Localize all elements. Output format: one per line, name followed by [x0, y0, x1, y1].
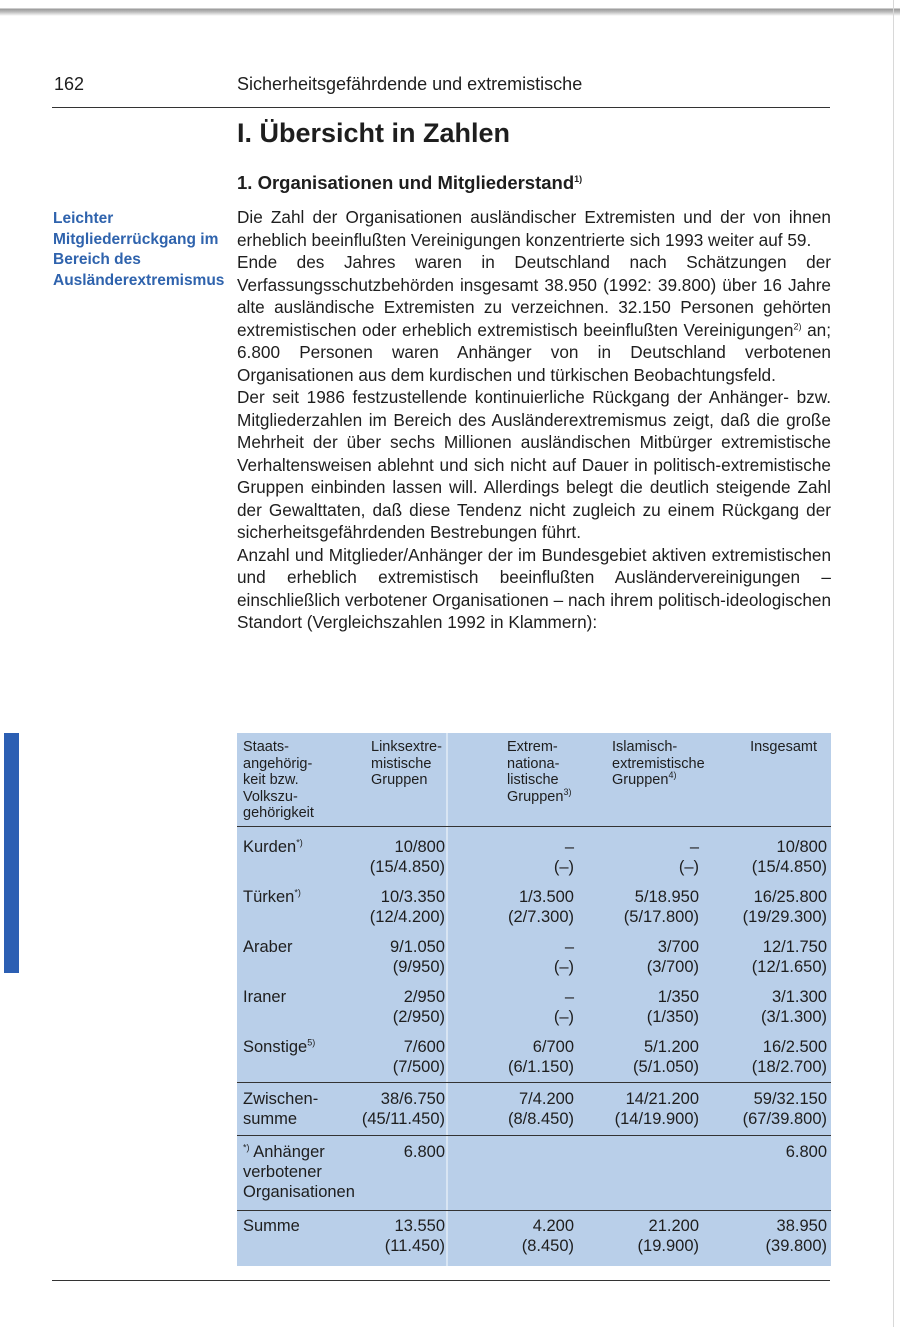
header-total: Insgesamt [750, 739, 817, 755]
row-label: Summe [243, 1217, 300, 1235]
sub-heading-text: 1. Organisationen und Mitgliederstand [237, 172, 575, 193]
paragraph: Anzahl und Mitglieder/Anhänger der im Bundesgebiet aktiven extremistischen und erheblich extremistisch beeinflußten Ausländervereinigungen – einschließlich verbotener Organisationen – nach ihrem politisch-ideologischen Standort (Vergleichszahlen 1992 in Klammern): [237, 544, 831, 632]
value-nationalist: 6/700 (6/1.150) [507, 1038, 574, 1076]
paragraph: Der seit 1986 festzustellende kontinuierliche Rückgang der Anhänger- bzw. Mitgliederzahlen im Bereich des Ausländerextremismus zeigt, daß die große Mehrheit der über sechs Millionen ausländischen Mitbürger extremistische Verhaltensweisen ablehnt und sich nicht auf Dauer in politisch-extremistische Gruppen einbinden lassen will. Allerdings belegt die deutlich steigende Zahl der Gewalttaten, daß diese Tendenz nicht zugleich zu einem Rückgang der sicherheitsgefährdenden Bestrebungen führt. [237, 387, 831, 542]
value-left: 7/600 (7/500) [392, 1038, 445, 1076]
value-left: 10/800 (15/4.850) [369, 838, 445, 876]
value-total: 12/1.750 (12/1.650) [751, 938, 827, 976]
paragraph: Die Zahl der Organisationen ausländischer Extremisten und der von ihnen erheblich beeinflußten Vereinigungen konzentrierte sich 1993 weiter auf 59. [237, 207, 831, 250]
row-label: Iraner [243, 988, 287, 1006]
footer-rule [52, 1280, 830, 1281]
value-total: 59/32.150 (67/39.800) [742, 1090, 827, 1128]
value-total: 16/2.500 (18/2.700) [751, 1038, 827, 1076]
paragraph-text: Ende des Jahres waren in Deutschland nach Schätzungen der Verfassungsschutzbehörden insgesamt 38.950 (1992: 39.800) über 16 Jahre alte ausländische Extremisten zu verzeichnen. 32.150 Personen gehörten extremistischen oder erheblich extremistisch beeinflußten Vereinigungen [237, 252, 831, 340]
value-islamist: 3/700 (3/700) [646, 938, 699, 976]
table-rule [237, 826, 831, 827]
value-islamist: 1/350 (1/350) [646, 988, 699, 1026]
side-marker-bar [4, 733, 19, 973]
value-nationalist: 7/4.200 (8/8.450) [507, 1090, 574, 1128]
header-islamist: Islamisch- extremistische Gruppen$^{4)}$ [612, 739, 705, 788]
row-label: *) Anhänger verbotener Organisationen [243, 1142, 355, 1201]
statistics-table [237, 733, 831, 1266]
row-label: Türken*) [243, 887, 301, 906]
footnote-marker: 1) [574, 173, 583, 184]
value-islamist: 21.200 (19.900) [637, 1217, 699, 1255]
value-islamist: 5/18.950 (5/17.800) [623, 888, 699, 926]
value-total: 16/25.800 (19/29.300) [742, 888, 827, 926]
main-heading: I. Übersicht in Zahlen [237, 118, 511, 148]
value-left: 2/950 (2/950) [392, 988, 445, 1026]
header-nationality: Staats- angehörig- keit bzw. Volkszu- gehörigkeit [243, 739, 314, 821]
value-nationalist: – (–) [553, 838, 574, 876]
value-nationalist: – (–) [553, 988, 574, 1026]
page-number: 162 [54, 74, 85, 94]
value-islamist: 14/21.200 (14/19.900) [614, 1090, 699, 1128]
row-label: Kurden*) [243, 837, 303, 856]
scan-top-edge [0, 0, 900, 16]
paragraph [237, 251, 831, 386]
value-left: 6.800 [403, 1143, 445, 1161]
scan-gutter-line [446, 733, 448, 1266]
value-nationalist: – (–) [553, 938, 574, 976]
footnote-marker: 2) [793, 320, 802, 331]
header-nationalist: Extrem- nationa- listische Gruppen$^{3)}$ [507, 739, 572, 805]
value-total: 10/800 (15/4.850) [751, 838, 827, 876]
sub-heading [237, 172, 582, 194]
value-total: 6.800 [785, 1143, 827, 1161]
header-left-extremist: Linksextre- mistische Gruppen [371, 739, 442, 788]
running-head: Sicherheitsgefährdende und extremistische [237, 74, 583, 94]
value-total: 38.950 (39.800) [765, 1217, 827, 1255]
row-label: Zwischen- summe [243, 1090, 319, 1128]
row-label: Sonstige$^{5)}$ [243, 1037, 316, 1056]
value-total: 3/1.300 (3/1.300) [760, 988, 827, 1026]
value-islamist: 5/1.200 (5/1.050) [632, 1038, 699, 1076]
row-label: Araber [243, 938, 293, 956]
table-rule [237, 1082, 831, 1083]
table-rule [237, 1135, 831, 1136]
value-left: 10/3.350 (12/4.200) [369, 888, 445, 926]
value-nationalist: 1/3.500 (2/7.300) [507, 888, 574, 926]
page-edge [893, 0, 894, 1327]
value-left: 9/1.050 (9/950) [389, 938, 445, 976]
table-rule [237, 1210, 831, 1211]
header-rule [52, 107, 830, 108]
value-left: 13.550 (11.450) [384, 1217, 445, 1255]
body-text [237, 206, 831, 634]
paragraph-text: an; 6.800 Personen waren Anhänger von in Deutschland verbotenen Organisationen aus dem kurdischen und türkischen Beobachtungsfeld. [237, 319, 831, 385]
value-left: 38/6.750 (45/11.450) [361, 1090, 445, 1128]
value-nationalist: 4.200 (8.450) [521, 1217, 574, 1255]
value-islamist: – (–) [678, 838, 699, 876]
margin-note: Leichter Mitgliederrückgang im Bereich des Ausländerextremismus [53, 210, 225, 289]
